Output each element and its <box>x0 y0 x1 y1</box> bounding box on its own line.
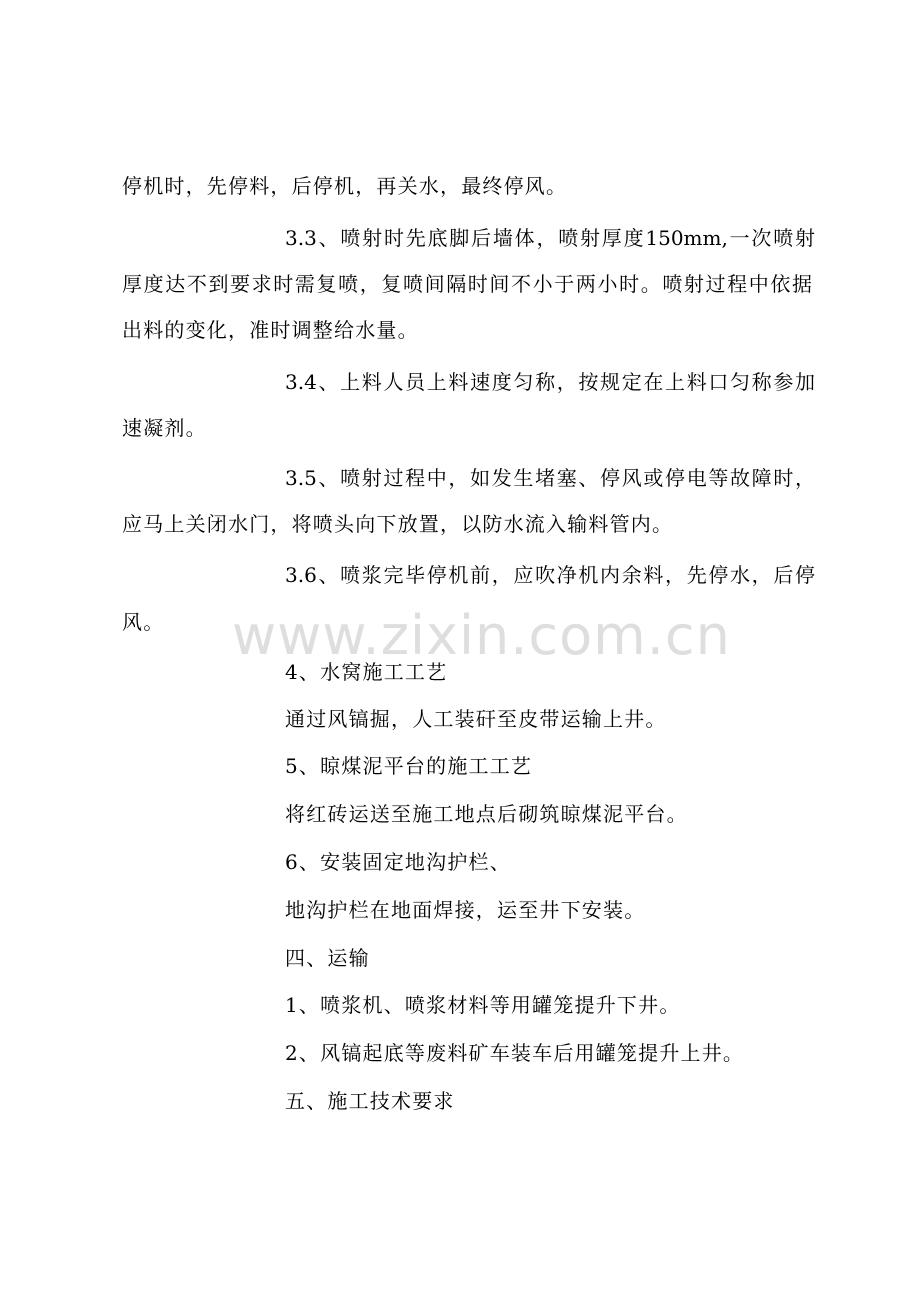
section-heading: 4、水窝施工工艺 <box>285 660 448 684</box>
paragraph-line: 风。 <box>122 610 165 634</box>
paragraph-line: 厚度达不到要求时需复喷，复喷间隔时间不小于两小时。喷射过程中依据 <box>122 272 812 296</box>
paragraph-line: 3.5、喷射过程中，如发生堵塞、停风或停电等故障时， <box>285 466 815 490</box>
paragraph-line: 1、喷浆机、喷浆材料等用罐笼提升下井。 <box>285 993 681 1017</box>
paragraph-line: 应马上关闭水门，将喷头向下放置，以防水流入输料管内。 <box>122 512 674 536</box>
paragraph-line: 2、风镐起底等废料矿车装车后用罐笼提升上井。 <box>285 1041 745 1065</box>
paragraph-line: 速凝剂。 <box>122 416 207 440</box>
paragraph-line: 3.3、喷射时先底脚后墙体，喷射厚度150mm,一次喷射 <box>285 226 815 250</box>
paragraph-line: 出料的变化，准时调整给水量。 <box>122 318 419 342</box>
paragraph-line: 3.6、喷浆完毕停机前，应吹净机内余料，先停水，后停 <box>285 563 815 587</box>
paragraph-line: 通过风镐掘，人工装矸至皮带运输上井。 <box>285 707 667 731</box>
paragraph-line: 地沟护栏在地面焊接，运至井下安装。 <box>285 898 646 922</box>
section-heading: 5、晾煤泥平台的施工工艺 <box>285 754 533 778</box>
section-heading: 五、施工技术要求 <box>285 1089 455 1113</box>
paragraph-line: 3.4、上料人员上料速度匀称，按规定在上料口匀称参加 <box>285 370 815 394</box>
paragraph-line: 停机时，先停料，后停机，再关水，最终停风。 <box>122 174 568 198</box>
watermark-text: www.zixin.com.cn <box>232 604 731 667</box>
paragraph-line: 将红砖运送至施工地点后砌筑晾煤泥平台。 <box>285 802 688 826</box>
section-heading: 四、运输 <box>285 946 370 970</box>
section-heading: 6、安装固定地沟护栏、 <box>285 850 511 874</box>
